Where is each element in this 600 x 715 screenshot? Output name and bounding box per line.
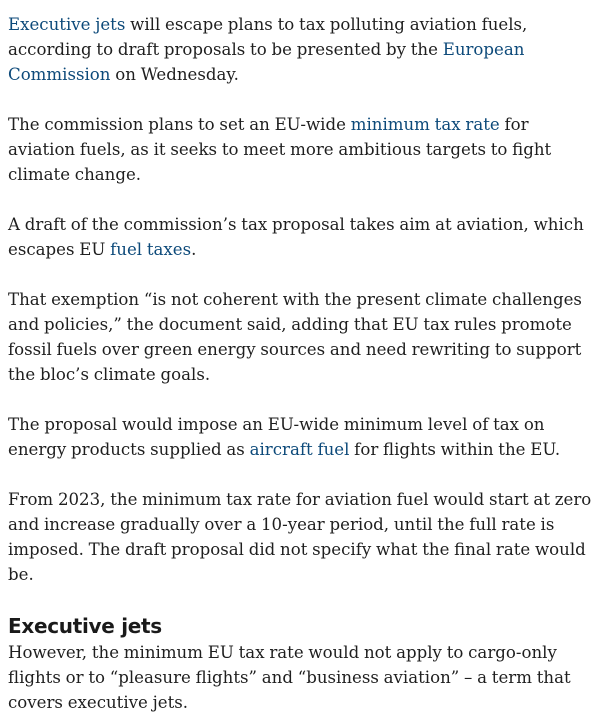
paragraph-2-text-1: The commission plans to set an EU-wide — [8, 115, 351, 134]
paragraph-5 — [8, 412, 592, 462]
article-body — [8, 12, 592, 715]
paragraph-3-text-2: . — [191, 240, 197, 259]
paragraph-1-text-2: on Wednesday. — [110, 65, 239, 84]
paragraph-3 — [8, 212, 592, 262]
paragraph-2 — [8, 112, 592, 187]
paragraph-1-text-1: will escape plans to tax polluting aviation fuels, according to draft proposals to be presented by the — [8, 15, 528, 59]
paragraph-1 — [8, 12, 592, 87]
link-executive-jets[interactable]: Executive jets — [8, 15, 126, 34]
paragraph-2-text-2: for aviation fuels, as it seeks to meet more ambitious targets to fight climate change. — [8, 115, 552, 184]
link-minimum-tax-rate[interactable]: minimum tax rate — [350, 115, 500, 134]
link-aircraft-fuel[interactable]: aircraft fuel — [249, 440, 350, 459]
paragraph-4: That exemption “is not coherent with the present climate challenges and policies,” the document said, adding that EU tax rules promote fossil fuels over green energy sources and need rewriting to support the bloc’s climate goals. — [8, 290, 582, 384]
paragraph-6: From 2023, the minimum tax rate for aviation fuel would start at zero and increase gradually over a 10-year period, until the full rate is imposed. The draft proposal did not specify what the final rate would be. — [8, 490, 592, 584]
link-european-commission[interactable]: European Commission — [8, 40, 525, 84]
link-fuel-taxes[interactable]: fuel taxes — [110, 240, 192, 259]
paragraph-3-text-1: A draft of the commission’s tax proposal takes aim at aviation, which escapes EU — [8, 215, 584, 259]
paragraph-7: However, the minimum EU tax rate would not apply to cargo-only flights or to “pleasure flights” and “business aviation” – a term that covers executive jets. — [8, 643, 571, 712]
section-heading: Executive jets — [8, 614, 162, 638]
paragraph-5-text-2: for flights within the EU. — [349, 440, 561, 459]
paragraph-5-text-1: The proposal would impose an EU-wide minimum level of tax on energy products supplied as — [8, 415, 545, 459]
